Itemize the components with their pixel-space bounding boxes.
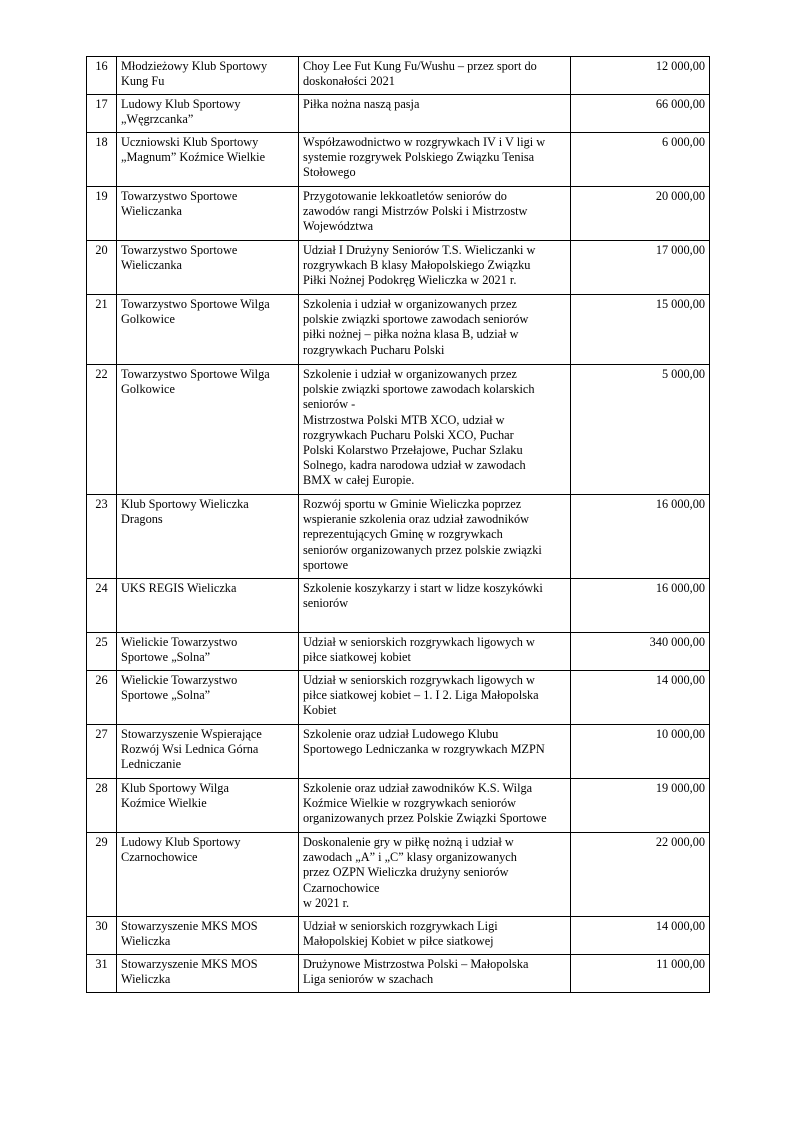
organization-name: Uczniowski Klub Sportowy „Magnum” Koźmice Wielkie: [117, 133, 299, 187]
table-row: [87, 955, 710, 993]
row-number: 20: [87, 241, 117, 295]
grants-table-body: [87, 57, 710, 993]
organization-name: Towarzystwo Sportowe Wieliczanka: [117, 187, 299, 241]
grant-amount: 14 000,00: [571, 671, 710, 725]
table-row: [87, 725, 710, 779]
grant-amount: 16 000,00: [571, 495, 710, 579]
grant-amount: 20 000,00: [571, 187, 710, 241]
task-title: Szkolenie oraz udział zawodników K.S. Wilga Koźmice Wielkie w rozgrywkach seniorów organizowanych przez Polskie Związki Sportowe: [299, 779, 571, 833]
table-row: [87, 57, 710, 95]
task-title: Udział w seniorskich rozgrywkach ligowych w piłce siatkowej kobiet: [299, 633, 571, 671]
table-row: [87, 495, 710, 579]
table-row: [87, 779, 710, 833]
row-number: 22: [87, 365, 117, 495]
grant-amount: 17 000,00: [571, 241, 710, 295]
task-title: Współzawodnictwo w rozgrywkach IV i V ligi w systemie rozgrywek Polskiego Związku Tenisa Stołowego: [299, 133, 571, 187]
task-title: Szkolenie i udział w organizowanych przez polskie związki sportowe zawodach kolarskich seniorów - Mistrzostwa Polski MTB XCO, udział w rozgrywkach Pucharu Polski XCO, Puchar Polski Kolarstwo Przełajowe, Puchar Szlaku Solnego, kadra narodowa udział w zawodach BMX w całej Europie.: [299, 365, 571, 495]
row-number: 25: [87, 633, 117, 671]
row-number: 27: [87, 725, 117, 779]
organization-name: UKS REGIS Wieliczka: [117, 579, 299, 633]
row-number: 24: [87, 579, 117, 633]
row-number: 29: [87, 833, 117, 917]
row-number: 16: [87, 57, 117, 95]
grant-amount: 5 000,00: [571, 365, 710, 495]
grant-amount: 10 000,00: [571, 725, 710, 779]
table-row: [87, 95, 710, 133]
table-row: [87, 187, 710, 241]
organization-name: Towarzystwo Sportowe Wilga Golkowice: [117, 365, 299, 495]
row-number: 31: [87, 955, 117, 993]
row-number: 17: [87, 95, 117, 133]
grant-amount: 340 000,00: [571, 633, 710, 671]
organization-name: Ludowy Klub Sportowy Czarnochowice: [117, 833, 299, 917]
table-row: [87, 833, 710, 917]
organization-name: Towarzystwo Sportowe Wieliczanka: [117, 241, 299, 295]
organization-name: Wielickie Towarzystwo Sportowe „Solna”: [117, 671, 299, 725]
table-row: [87, 133, 710, 187]
task-title: Szkolenie koszykarzy i start w lidze koszykówki seniorów: [299, 579, 571, 633]
task-title: Rozwój sportu w Gminie Wieliczka poprzez wspieranie szkolenia oraz udział zawodników reprezentujących Gminę w rozgrywkach seniorów organizowanych przez polskie związki sportowe: [299, 495, 571, 579]
organization-name: Klub Sportowy Wieliczka Dragons: [117, 495, 299, 579]
grant-amount: 11 000,00: [571, 955, 710, 993]
table-row: [87, 241, 710, 295]
organization-name: Klub Sportowy Wilga Koźmice Wielkie: [117, 779, 299, 833]
organization-name: Stowarzyszenie Wspierające Rozwój Wsi Lednica Górna Ledniczanie: [117, 725, 299, 779]
grant-amount: 12 000,00: [571, 57, 710, 95]
task-title: Udział w seniorskich rozgrywkach ligowych w piłce siatkowej kobiet – 1. I 2. Liga Małopolska Kobiet: [299, 671, 571, 725]
organization-name: Ludowy Klub Sportowy „Węgrzcanka”: [117, 95, 299, 133]
table-row: [87, 579, 710, 633]
grant-amount: 16 000,00: [571, 579, 710, 633]
row-number: 21: [87, 295, 117, 365]
organization-name: Stowarzyszenie MKS MOS Wieliczka: [117, 917, 299, 955]
grant-amount: 19 000,00: [571, 779, 710, 833]
table-row: [87, 917, 710, 955]
grant-amount: 6 000,00: [571, 133, 710, 187]
row-number: 26: [87, 671, 117, 725]
grant-amount: 22 000,00: [571, 833, 710, 917]
table-row: [87, 365, 710, 495]
table-row: [87, 295, 710, 365]
task-title: Szkolenia i udział w organizowanych przez polskie związki sportowe zawodach seniorów piłki nożnej – piłka nożna klasa B, udział w rozgrywkach Pucharu Polski: [299, 295, 571, 365]
grants-table: [86, 56, 710, 993]
task-title: Udział I Drużyny Seniorów T.S. Wieliczanki w rozgrywkach B klasy Małopolskiego Związku Piłki Nożnej Podokręg Wieliczka w 2021 r.: [299, 241, 571, 295]
organization-name: Wielickie Towarzystwo Sportowe „Solna”: [117, 633, 299, 671]
task-title: Choy Lee Fut Kung Fu/Wushu – przez sport do doskonałości 2021: [299, 57, 571, 95]
task-title: Drużynowe Mistrzostwa Polski – Małopolska Liga seniorów w szachach: [299, 955, 571, 993]
table-row: [87, 671, 710, 725]
row-number: 28: [87, 779, 117, 833]
organization-name: Towarzystwo Sportowe Wilga Golkowice: [117, 295, 299, 365]
row-number: 30: [87, 917, 117, 955]
row-number: 19: [87, 187, 117, 241]
grant-amount: 14 000,00: [571, 917, 710, 955]
task-title: Doskonalenie gry w piłkę nożną i udział w zawodach „A” i „C” klasy organizowanych przez OZPN Wieliczka drużyny seniorów Czarnochowice w 2021 r.: [299, 833, 571, 917]
grant-amount: 66 000,00: [571, 95, 710, 133]
task-title: Udział w seniorskich rozgrywkach Ligi Małopolskiej Kobiet w piłce siatkowej: [299, 917, 571, 955]
task-title: Przygotowanie lekkoatletów seniorów do zawodów rangi Mistrzów Polski i Mistrzostw Województwa: [299, 187, 571, 241]
organization-name: Stowarzyszenie MKS MOS Wieliczka: [117, 955, 299, 993]
task-title: Szkolenie oraz udział Ludowego Klubu Sportowego Ledniczanka w rozgrywkach MZPN: [299, 725, 571, 779]
task-title: Piłka nożna naszą pasja: [299, 95, 571, 133]
table-row: [87, 633, 710, 671]
row-number: 18: [87, 133, 117, 187]
organization-name: Młodzieżowy Klub Sportowy Kung Fu: [117, 57, 299, 95]
grant-amount: 15 000,00: [571, 295, 710, 365]
row-number: 23: [87, 495, 117, 579]
